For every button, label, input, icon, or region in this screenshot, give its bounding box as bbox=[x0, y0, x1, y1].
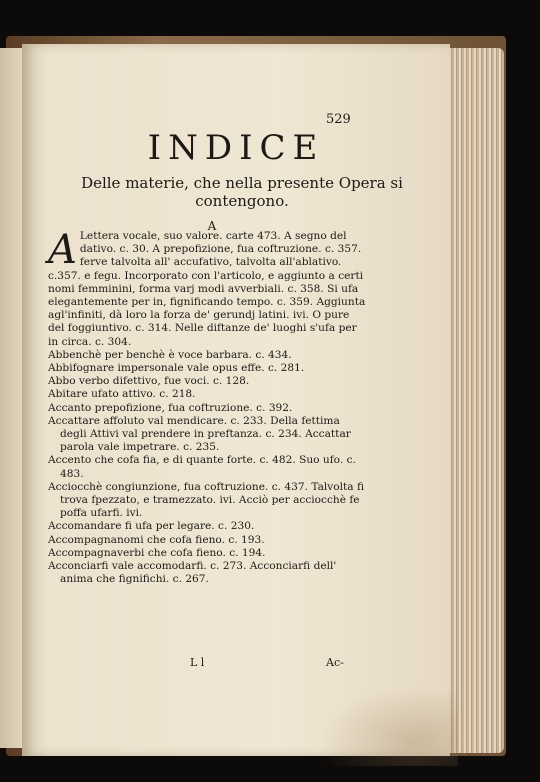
index-body bbox=[48, 227, 366, 586]
page-stain bbox=[318, 686, 458, 766]
index-entry: Accattare affoluto val mendicare. c. 233. Della fettima degli Attivi val prendere in preftanza. c. 234. Accattar parola vale impetrare. c. 235. bbox=[48, 414, 351, 454]
index-entry: Accanto prepofizione, fua coftruzione. c. 392. bbox=[48, 401, 293, 414]
index-entry: Acconciarfi vale accomodarfi. c. 273. Acconciarfi dell' anima che fignifichi. c. 267. bbox=[48, 560, 337, 586]
page-title: INDICE bbox=[147, 128, 325, 168]
index-entry: Accento che cofa fia, e di quante forte. c. 482. Suo ufo. c. 483. bbox=[48, 454, 356, 480]
book-page bbox=[22, 44, 450, 756]
page-number: 529 bbox=[326, 112, 351, 127]
index-entry: Accompagnaverbi che cofa fieno. c. 194. bbox=[48, 546, 266, 559]
index-entry bbox=[48, 227, 366, 349]
page-subtitle: Delle materie, che nella presente Opera si contengono. bbox=[81, 174, 403, 210]
index-entry: Accomandare fi ufa per legare. c. 230. bbox=[48, 520, 255, 533]
page-edges bbox=[442, 48, 504, 753]
index-entry: Acciocchè congiunzione, fua coftruzione. c. 437. Talvolta fi trova fpezzato, e tramezzato. ivi. Acciò per acciocchè fe poffa ufarfi. ivi. bbox=[48, 480, 365, 520]
index-entry-text: Lettera vocale, suo valore. carte 473. A segno del dativo. c. 30. A prepofizione, fua coftruzione. c. 357. ferve talvolta all' accufativo, talvolta all'ablativo. c.357. e fegu. Incorporato con l'articolo, e aggiunto a certi nomi femminini, forma varj modi avverbiali. c. 358. Si ufa elegantemente per in, fignificando tempo. c. 359. Aggiunta agl'infiniti, dà loro la forza de' gerundj latini. ivi. O pure del foggiuntivo. c. 314. Nelle diftanze de' luoghi s'ufa per in circa. c. 304. bbox=[48, 230, 366, 348]
index-entry: Abbifognare impersonale vale opus effe. c. 281. bbox=[48, 362, 305, 375]
left-page-sliver bbox=[0, 48, 24, 748]
index-entry: Accompagnanomi che cofa fieno. c. 193. bbox=[48, 533, 265, 546]
drop-cap: A bbox=[48, 227, 77, 273]
book bbox=[0, 36, 510, 756]
signature-mark: L l bbox=[190, 656, 205, 669]
index-entry: Abbo verbo difettivo, fue voci. c. 128. bbox=[48, 375, 250, 388]
index-entry: Abitare ufato attivo. c. 218. bbox=[48, 388, 196, 401]
catchword: Ac- bbox=[326, 656, 344, 669]
section-letter: A bbox=[207, 219, 217, 233]
index-entry: Abbenchè per benchè è voce barbara. c. 434. bbox=[48, 348, 292, 361]
